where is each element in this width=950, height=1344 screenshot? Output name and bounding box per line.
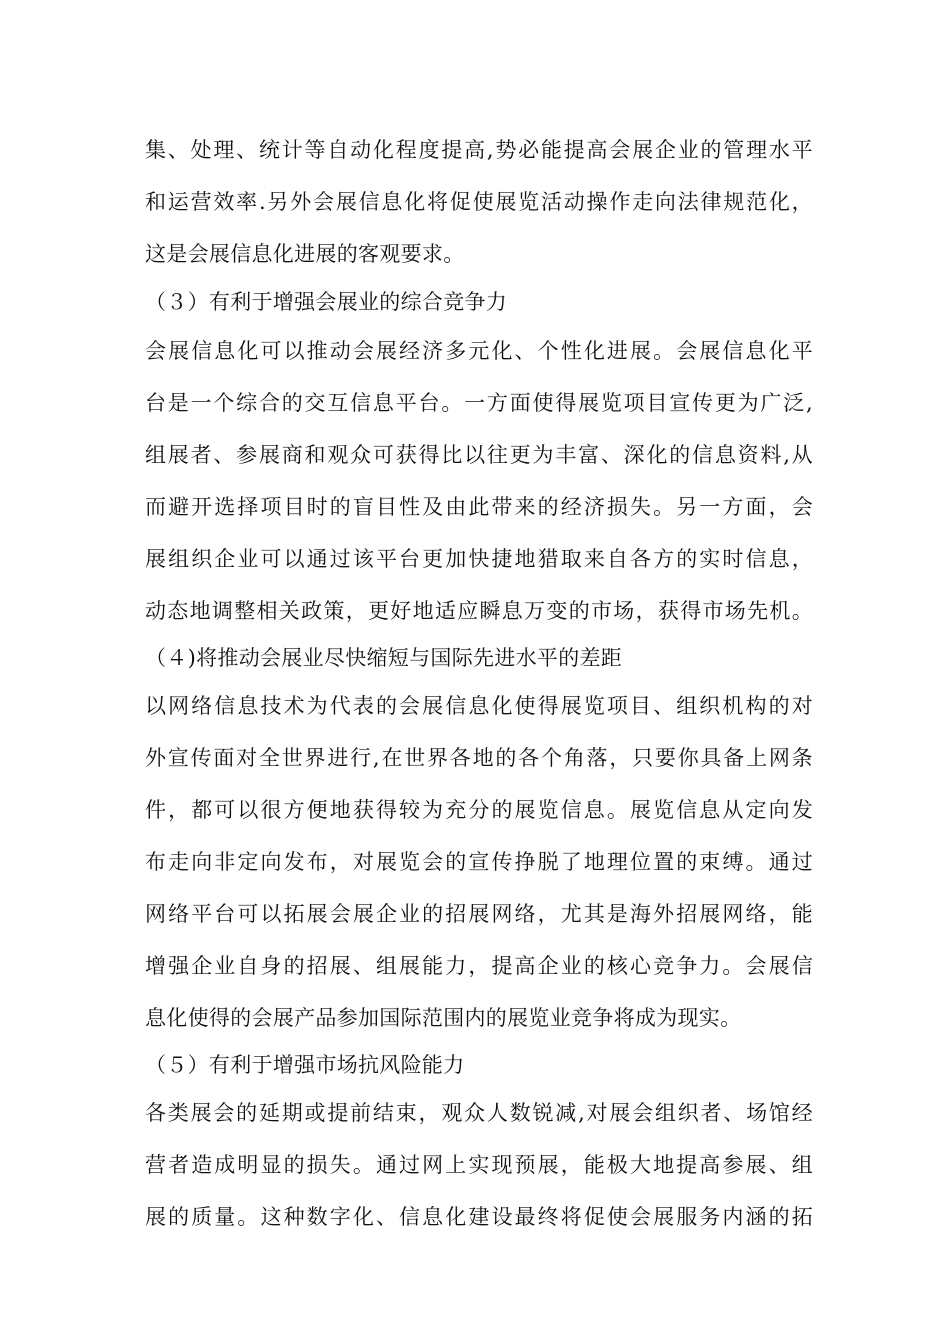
section-heading: （５）有利于增强市场抗风险能力 <box>145 1053 465 1077</box>
paragraph-line: 网络平台可以拓展会展企业的招展网络，尤其是海外招展网络，能 <box>145 902 813 926</box>
paragraph-line: 展组织企业可以通过该平台更加快捷地猎取来自各方的实时信息， <box>145 547 813 571</box>
paragraph-line: 动态地调整相关政策，更好地适应瞬息万变的市场，获得市场先机。 <box>145 599 813 623</box>
paragraph-line: 以网络信息技术为代表的会展信息化使得展览项目、组织机构的对 <box>145 694 813 718</box>
paragraph-line: 组展者、参展商和观众可获得比以往更为丰富、深化的信息资料,从 <box>145 443 813 467</box>
paragraph-line: 增强企业自身的招展、组展能力，提高企业的核心竞争力。会展信 <box>145 954 813 978</box>
paragraph-line: 会展信息化可以推动会展经济多元化、个性化进展。会展信息化平 <box>145 339 813 363</box>
paragraph-line: 展的质量。这种数字化、信息化建设最终将促使会展服务内涵的拓 <box>145 1205 813 1229</box>
paragraph-line: 外宣传面对全世界进行,在世界各地的各个角落，只要你具备上网条 <box>145 746 813 770</box>
paragraph-line: 和运营效率.另外会展信息化将促使展览活动操作走向法律规范化， <box>145 190 813 214</box>
paragraph-line: 这是会展信息化进展的客观要求。 <box>145 242 465 266</box>
section-heading: （４)将推动会展业尽快缩短与国际先进水平的差距 <box>145 646 623 670</box>
paragraph-line: 而避开选择项目时的盲目性及由此带来的经济损失。另一方面，会 <box>145 495 813 519</box>
paragraph-line: 营者造成明显的损失。通过网上实现预展，能极大地提高参展、组 <box>145 1153 813 1177</box>
paragraph-line: 各类展会的延期或提前结束，观众人数锐减,对展会组织者、场馆经 <box>145 1101 813 1125</box>
section-heading: （３）有利于增强会展业的综合竞争力 <box>145 290 508 314</box>
paragraph-line: 台是一个综合的交互信息平台。一方面使得展览项目宣传更为广泛, <box>145 391 813 415</box>
paragraph-line: 件，都可以很方便地获得较为充分的展览信息。展览信息从定向发 <box>145 798 813 822</box>
paragraph-line: 息化使得的会展产品参加国际范围内的展览业竞争将成为现实。 <box>145 1006 742 1030</box>
paragraph-line: 布走向非定向发布，对展览会的宣传挣脱了地理位置的束缚。通过 <box>145 850 813 874</box>
paragraph-line: 集、处理、统计等自动化程度提高,势必能提高会展企业的管理水平 <box>145 138 813 162</box>
